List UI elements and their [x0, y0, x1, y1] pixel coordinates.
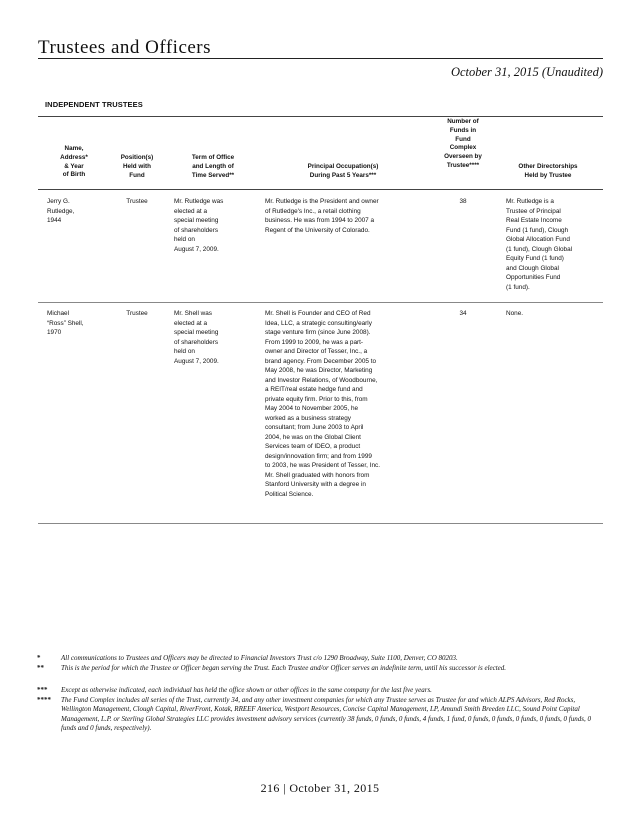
footnote-text: This is the period for which the Trustee or Officer began serving the Trust. Each Trustee and/or Officer serves an indefinite term, until his successor is elected. — [61, 664, 507, 672]
trustee-name: Michael “Ross” Shell, 1970 — [47, 310, 84, 336]
footnote-marker: * — [37, 654, 41, 662]
footnote-text: Except as otherwise indicated, each individual has held the office shown or other offices in the same company for the last five years. — [61, 686, 432, 694]
section-heading: INDEPENDENT TRUSTEES — [45, 100, 143, 109]
column-header-name: Name, Address* & Year of Birth — [60, 145, 88, 179]
footnote — [37, 686, 604, 695]
page-footer: 216 | October 31, 2015 — [260, 781, 380, 795]
header-divider — [38, 189, 603, 190]
column-header-occupation: Principal Occupation(s) During Past 5 Years*** — [307, 163, 379, 179]
table-top-divider — [38, 116, 603, 117]
footnote — [37, 664, 604, 673]
column-header-term: Term of Office and Length of Time Served** — [191, 154, 235, 179]
trustee-funds-overseen: 38 — [459, 198, 467, 205]
trustee-term: Mr. Rutledge was elected at a special meeting of shareholders held on August 7, 2009. — [174, 198, 224, 253]
trustee-position: Trustee — [126, 198, 148, 205]
footnote — [37, 696, 604, 734]
footnote-marker: **** — [37, 696, 51, 704]
trustee-other-directorships: None. — [506, 310, 524, 317]
trustee-occupation: Mr. Shell is Founder and CEO of Red Idea, LLC, a strategic consulting/early stage venture firm (since June 2008). From 1999 to 2009, he was a part- owner and Director of Tesser, Inc., a brand agency. From December 2005 to May 2008, he was Director, Marketing and Investor Relations, of Woodbourne, a REIT/real estate hedge fund and private equity firm. Prior to this, from May 2004 to November 2005, he worked as a business strategy consultant; from June 2003 to April 2004, he was on the Global Client Services team of IDEO, a product design/innovation firm; and from 1999 to 2003, he was President of Tesser, Inc. Mr. Shell graduated with honors from Stanford University with a degree in Political Science. — [265, 310, 380, 498]
title-divider — [38, 58, 603, 59]
report-date: October 31, 2015 (Unaudited) — [450, 65, 603, 79]
trustee-position: Trustee — [126, 310, 148, 317]
trustee-other-directorships: Mr. Rutledge is a Trustee of Principal Real Estate Income Fund (1 fund), Clough Global Allocation Fund (1 fund), Clough Global Equity Fund (1 fund) and Clough Global Opportunities Fund (1 fund). — [506, 198, 573, 291]
footnote-text: All communications to Trustees and Officers may be directed to Financial Investors Trust c/o 1290 Broadway, Suite 1100, Denver, CO 80203. — [61, 654, 458, 662]
column-header-funds-overseen: Number of Funds in Fund Complex Overseen by Trustee**** — [444, 118, 482, 169]
footnote — [37, 654, 604, 663]
trustee-funds-overseen: 34 — [459, 310, 467, 317]
page-title: Trustees and Officers — [38, 37, 212, 58]
trustee-term: Mr. Shell was elected at a special meeting of shareholders held on August 7, 2009. — [174, 310, 219, 365]
column-header-other-directorships: Other Directorships Held by Trustee — [518, 163, 578, 179]
row-divider — [38, 302, 603, 303]
footnote-marker: ** — [37, 664, 44, 672]
footnote-text: The Fund Complex includes all series of the Trust, currently 34, and any other investment companies for which any Trustee serves as Trustee for and which ALPS Advisors, Red Rocks, Wellington Management, Clough Capital, RiverFront, Kotak, RREEF America, Westport Resources, Concise Capital Management, LP, Amundi Smith Breeden LLC, Sound Point Capital Management, L.P. or Sterling Global Strategies LLC provides investment advisory services (currently 38 funds, 0 funds, 0 funds, 4 funds, 1 fund, 0 funds, 0 funds, 0 funds, 0 funds, 0 funds, 0 funds and 0 funds, respectively). — [61, 696, 591, 733]
trustee-occupation: Mr. Rutledge is the President and owner of Rutledge's Inc., a retail clothing business. He was from 1994 to 2007 a Regent of the University of Colorado. — [265, 198, 379, 234]
trustee-name: Jerry G. Rutledge, 1944 — [47, 198, 75, 224]
column-header-position: Position(s) Held with Fund — [120, 154, 154, 179]
footnote-marker: *** — [37, 686, 48, 694]
row-divider — [38, 523, 603, 524]
